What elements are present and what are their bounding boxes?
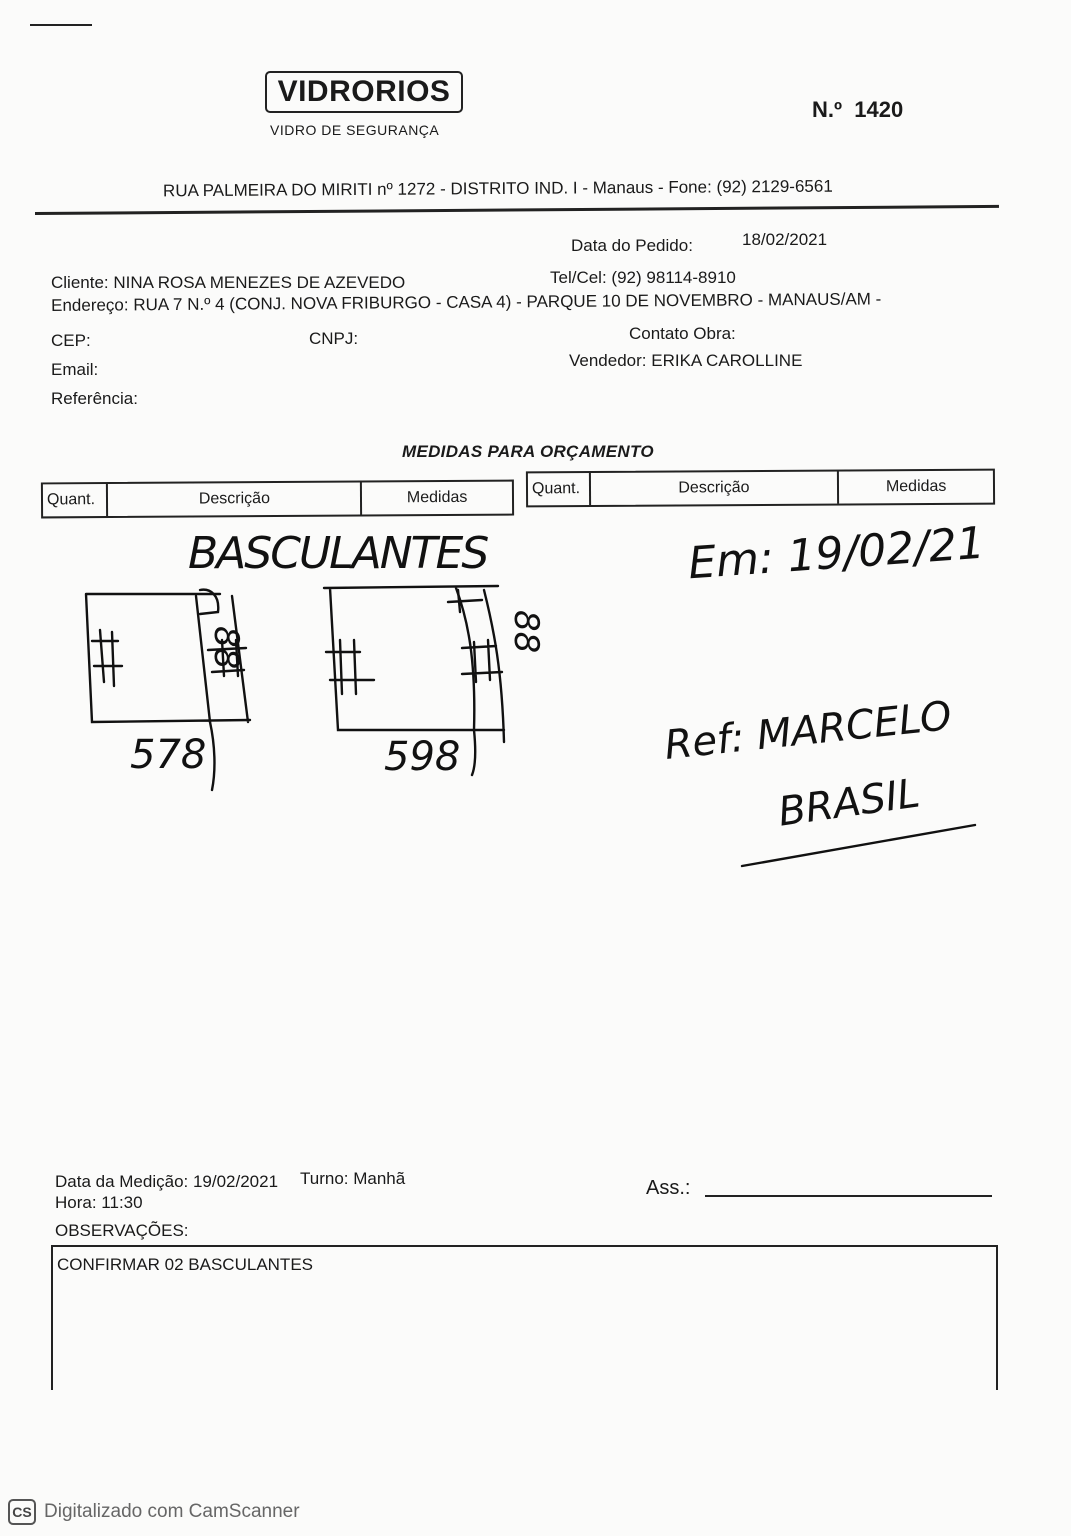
signature-line [705, 1195, 992, 1197]
handwritten-reference-line1: Ref: MARCELO [662, 693, 954, 769]
order-date-label: Data do Pedido: [571, 236, 693, 255]
client-phone: Tel/Cel: (92) 98114-8910 [550, 268, 736, 287]
column-measures: Medidas [885, 477, 947, 496]
sketch2-width: 598 [384, 734, 461, 780]
column-measures: Medidas [406, 488, 468, 507]
handwritten-heading: BASCULANTES [188, 528, 488, 579]
cnpj-label: CNPJ: [309, 329, 359, 348]
column-quantity: Quant. [528, 473, 591, 505]
reference-label: Referência: [51, 389, 138, 408]
email-label: Email: [51, 360, 99, 379]
camscanner-watermark: Digitalizado com CamScanner [44, 1501, 300, 1522]
logo-subtitle: VIDRO DE SEGURANÇA [270, 122, 440, 138]
client-address: Endereço: RUA 7 N.º 4 (CONJ. NOVA FRIBURGO - CASA 4) - PARQUE 10 DE NOVEMBRO - MANAUS/AM - [51, 289, 882, 315]
handwritten-date: Em: 19/02/21 [686, 517, 987, 590]
contact-label: Contato Obra: [629, 324, 736, 343]
company-address: RUA PALMEIRA DO MIRITI nº 1272 - DISTRITO IND. I - Manaus - Fone: (92) 2129-6561 [162, 176, 833, 201]
sketch1-rail [210, 722, 214, 790]
ref-underline [742, 825, 975, 866]
sketch1-handle-left [92, 630, 122, 686]
seller: Vendedor: ERIKA CAROLLINE [569, 351, 803, 370]
column-description: Descrição [108, 482, 362, 516]
sketch2-frame [324, 586, 504, 742]
handwritten-reference-line2: BRASIL [775, 770, 923, 836]
document-number: N.º 1420 [812, 97, 904, 122]
observations-label: OBSERVAÇÕES: [55, 1221, 189, 1240]
sketch2-height: 88 [506, 610, 546, 654]
cep-label: CEP: [51, 331, 91, 350]
measures-title: MEDIDAS PARA ORÇAMENTO [402, 442, 654, 461]
company-logo: VIDRORIOS [265, 71, 463, 113]
signature-label: Ass.: [646, 1177, 691, 1199]
measurement-date: Data da Medição: 19/02/2021 [55, 1172, 279, 1191]
sketch1-height: 88 [206, 626, 246, 670]
observations-text: CONFIRMAR 02 BASCULANTES [57, 1255, 313, 1274]
measurement-time: Hora: 11:30 [55, 1193, 143, 1212]
order-date-value: 18/02/2021 [742, 230, 828, 249]
camscanner-logo: CS [8, 1499, 36, 1525]
observations-box [51, 1245, 998, 1390]
sketch1-width: 578 [130, 732, 207, 778]
column-quantity: Quant. [43, 484, 109, 516]
column-description: Descrição [590, 472, 839, 506]
client-name: Cliente: NINA ROSA MENEZES DE AZEVEDO [51, 273, 406, 292]
measurement-shift: Turno: Manhã [300, 1169, 406, 1188]
sketch2-rail [472, 730, 475, 775]
